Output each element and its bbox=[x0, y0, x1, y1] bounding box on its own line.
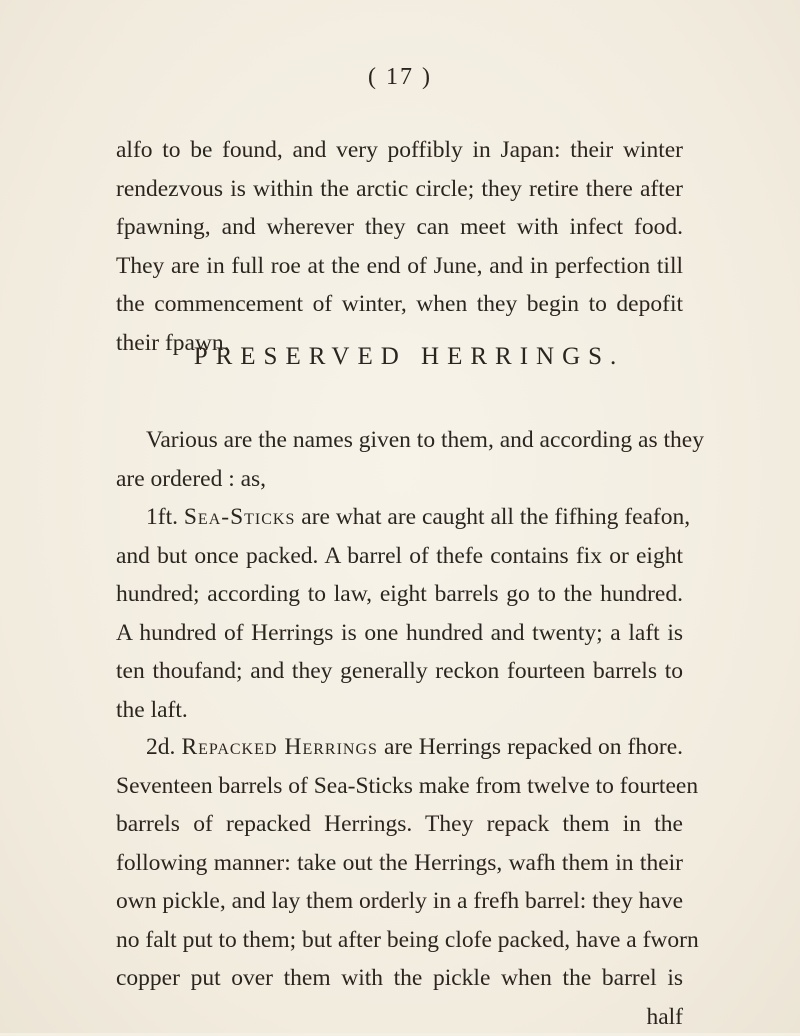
text-line: They are in full roe at the end of June, and in perfection till bbox=[116, 247, 683, 286]
text-line: ten thoufand; and they generally reckon fourteen barrels to bbox=[116, 652, 683, 691]
catchword: half bbox=[116, 998, 683, 1036]
text-line: the commencement of winter, when they begin to depofit bbox=[116, 285, 683, 324]
paragraph-sea-sticks bbox=[116, 498, 683, 729]
paragraph-migration bbox=[116, 131, 683, 362]
text-line: are ordered : as, bbox=[116, 460, 683, 499]
text-line: Various are the names given to them, and according as they bbox=[116, 421, 683, 460]
paragraph-intro bbox=[116, 421, 683, 498]
text-line: fpawning, and wherever they can meet with infect food. bbox=[116, 208, 683, 247]
text-line: their fpawn. bbox=[116, 324, 683, 363]
text-line: copper put over them with the pickle when the barrel is bbox=[116, 959, 683, 998]
text-line: 1ft. Sea-Sticks are what are caught all the fifhing feafon, bbox=[116, 498, 683, 537]
paragraph-repacked bbox=[116, 728, 683, 1036]
text-line: the laft. bbox=[116, 691, 683, 730]
text-line: A hundred of Herrings is one hundred and twenty; a laft is bbox=[116, 614, 683, 653]
term-sea-sticks: Sea-Sticks bbox=[184, 504, 296, 530]
item-number: 1ft. bbox=[146, 504, 178, 530]
text-line: and but once packed. A barrel of thefe contains fix or eight bbox=[116, 537, 683, 576]
term-repacked-herrings: Repacked Herrings bbox=[181, 734, 378, 760]
section-heading: PRESERVED HERRINGS. bbox=[0, 343, 800, 371]
text-line: own pickle, and lay them orderly in a frefh barrel: they have bbox=[116, 882, 683, 921]
text-line: barrels of repacked Herrings. They repack them in the bbox=[116, 805, 683, 844]
text-line: hundred; according to law, eight barrels go to the hundred. bbox=[116, 575, 683, 614]
item-number: 2d. bbox=[146, 734, 175, 760]
text-line: no falt put to them; but after being clofe packed, have a fworn bbox=[116, 921, 683, 960]
text-line: alfo to be found, and very poffibly in Japan: their winter bbox=[116, 131, 683, 170]
page-number: ( 17 ) bbox=[0, 64, 800, 91]
text-line: following manner: take out the Herrings, wafh them in their bbox=[116, 844, 683, 883]
text-line: rendezvous is within the arctic circle; they retire there after bbox=[116, 170, 683, 209]
text-line: Seventeen barrels of Sea-Sticks make from twelve to fourteen bbox=[116, 767, 683, 806]
text-line: 2d. Repacked Herrings are Herrings repacked on fhore. bbox=[116, 728, 683, 767]
